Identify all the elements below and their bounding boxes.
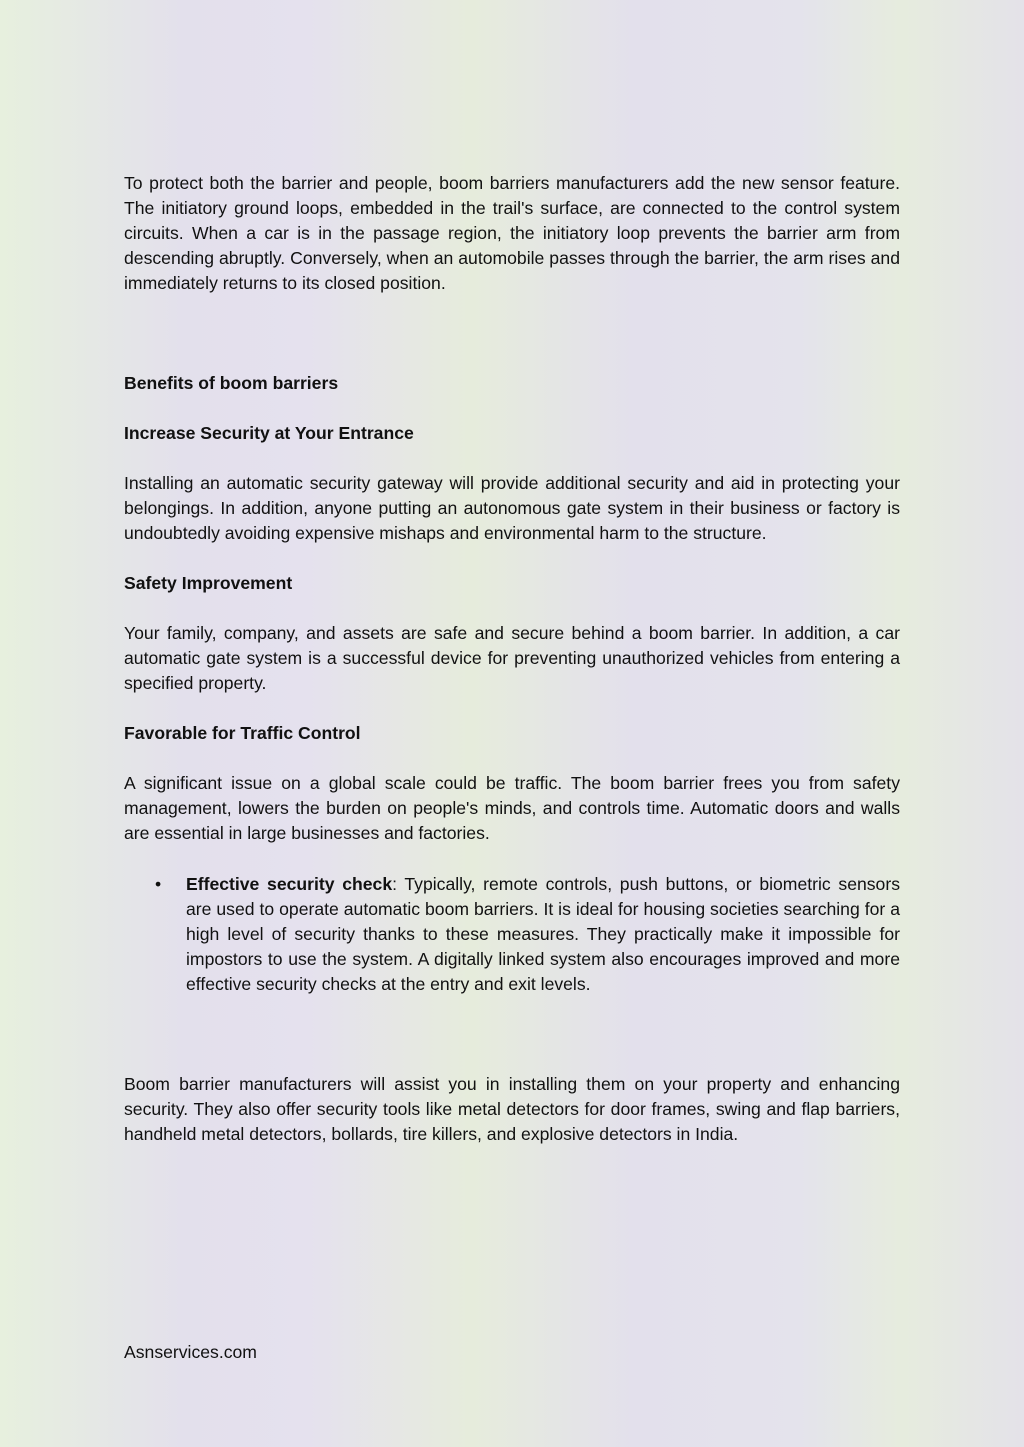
section-body-traffic: A significant issue on a global scale could be traffic. The boom barrier frees you from safety management, lowers the burden on people's minds, and controls time. Automatic doors and walls are essential in large businesses and factories.	[124, 773, 900, 843]
section-body-security: Installing an automatic security gateway will provide additional security and aid in protecting your belongings. In addition, anyone putting an autonomous gate system in their business or factory is undoubtedly avoiding expensive mishaps and environmental harm to the structure.	[124, 473, 900, 543]
spacer	[124, 296, 900, 371]
spacer	[124, 546, 900, 571]
spacer	[124, 696, 900, 721]
benefits-title: Benefits of boom barriers	[124, 373, 339, 393]
section-heading-safety: Safety Improvement	[124, 573, 293, 593]
spacer	[124, 596, 900, 621]
document-page	[124, 171, 900, 1147]
intro-paragraph: To protect both the barrier and people, boom barriers manufacturers add the new sensor feature. The initiatory ground loops, embedded in the trail's surface, are connected to the control system circuits. When a car is in the passage region, the initiatory loop prevents the barrier arm from descending abruptly. Conversely, when an automobile passes through the barrier, the arm rises and immediately returns to its closed position.	[124, 173, 900, 293]
spacer	[124, 396, 900, 421]
footer-site: Asnservices.com	[124, 1342, 257, 1362]
section-body-safety: Your family, company, and assets are safe and secure behind a boom barrier. In addition, a car automatic gate system is a successful device for preventing unauthorized vehicles from entering a specified property.	[124, 623, 900, 693]
section-heading-traffic: Favorable for Traffic Control	[124, 723, 361, 743]
bullet-icon: •	[155, 874, 162, 894]
bullet-list	[124, 872, 900, 997]
bullet-term: Effective security check	[186, 874, 393, 894]
spacer	[124, 997, 900, 1072]
spacer	[124, 746, 900, 771]
closing-paragraph: Boom barrier manufacturers will assist you in installing them on your property and enhancing security. They also offer security tools like metal detectors for door frames, swing and flap barriers, handheld metal detectors, bollards, tire killers, and explosive detectors in India.	[124, 1074, 900, 1144]
bullet-text: : Typically, remote controls, push buttons, or biometric sensors are used to operate automatic boom barriers. It is ideal for housing societies searching for a high level of security thanks to these measures. They practically make it impossible for impostors to use the system. A digitally linked system also encourages improved and more effective security checks at the entry and exit levels.	[186, 874, 901, 994]
section-heading-security: Increase Security at Your Entrance	[124, 423, 414, 443]
spacer	[124, 446, 900, 471]
list-item	[124, 872, 900, 997]
spacer	[124, 846, 900, 872]
